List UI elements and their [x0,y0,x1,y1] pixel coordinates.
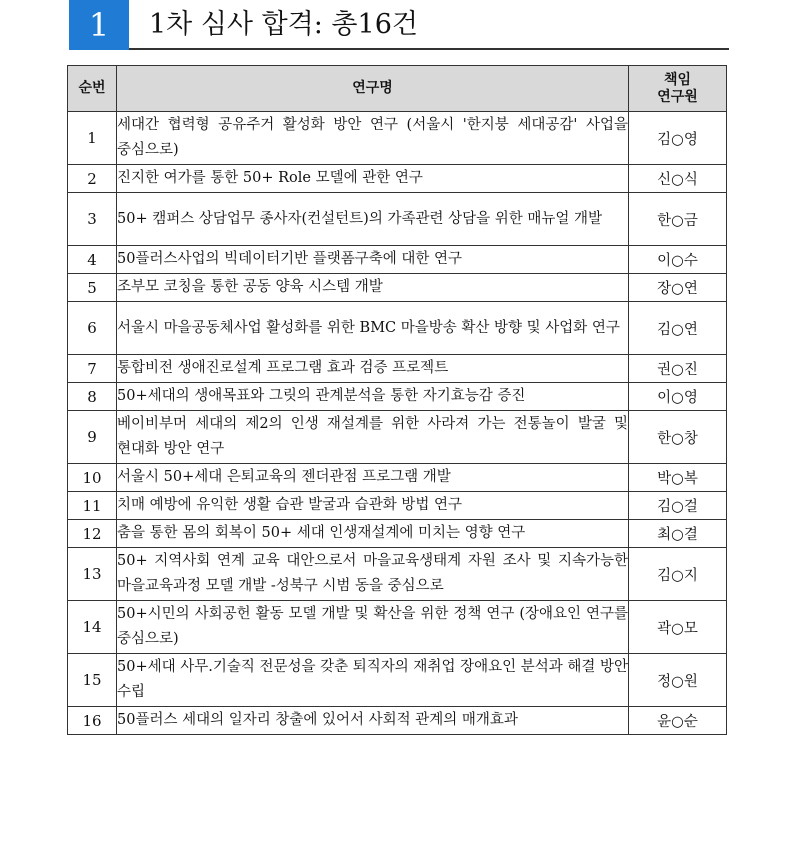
research-title: 베이비부머 세대의 제2의 인생 재설계를 위한 사라져 가는 전통놀이 발굴 및 현대화 방안 연구 [117,411,629,464]
row-number: 5 [68,274,117,302]
research-title: 서울시 마을공동체사업 활성화를 위한 BMC 마을방송 확산 방향 및 사업화 연구 [117,302,629,355]
table-row [68,492,727,520]
lead-researcher: 최○결 [629,520,727,548]
lead-researcher: 이○수 [629,246,727,274]
research-title: 통합비전 생애진로설계 프로그램 효과 검증 프로젝트 [117,355,629,383]
research-title: 50+ 캠퍼스 상담업무 종사자(컨설턴트)의 가족관련 상담을 위한 매뉴얼 개발 [117,193,629,246]
row-number: 1 [68,112,117,165]
research-title: 50+ 지역사회 연계 교육 대안으로서 마을교육생태계 자원 조사 및 지속가능한 마을교육과정 모델 개발 -성북구 시범 동을 중심으로 [117,548,629,601]
row-number: 15 [68,654,117,707]
table-row [68,383,727,411]
column-header-lead [629,66,727,112]
research-table [67,65,727,735]
row-number: 10 [68,464,117,492]
header-underline [129,48,729,50]
row-number: 6 [68,302,117,355]
row-number: 8 [68,383,117,411]
research-title: 50+세대의 생애목표와 그릿의 관계분석을 통한 자기효능감 증진 [117,383,629,411]
row-number: 11 [68,492,117,520]
lead-researcher: 한○금 [629,193,727,246]
lead-researcher: 김○걸 [629,492,727,520]
table-row [68,601,727,654]
table-row [68,520,727,548]
row-number: 4 [68,246,117,274]
row-number: 12 [68,520,117,548]
table-header-row [68,66,727,112]
lead-researcher: 곽○모 [629,601,727,654]
row-number: 14 [68,601,117,654]
table-row [68,654,727,707]
research-title: 세대간 협력형 공유주거 활성화 방안 연구 (서울시 '한지붕 세대공감' 사업을 중심으로) [117,112,629,165]
column-header-number: 순번 [68,66,117,112]
column-header-title: 연구명 [117,66,629,112]
section-header [69,0,729,50]
research-title: 50플러스사업의 빅데이터기반 플랫폼구축에 대한 연구 [117,246,629,274]
lead-researcher: 이○영 [629,383,727,411]
table-row [68,707,727,735]
row-number: 16 [68,707,117,735]
table-row [68,464,727,492]
research-title: 서울시 50+세대 은퇴교육의 젠더관점 프로그램 개발 [117,464,629,492]
table-row [68,246,727,274]
lead-researcher: 권○진 [629,355,727,383]
column-header-lead-line2: 연구원 [657,88,698,105]
lead-researcher: 장○연 [629,274,727,302]
lead-researcher: 신○식 [629,165,727,193]
section-number-badge: 1 [69,0,129,50]
lead-researcher: 한○창 [629,411,727,464]
table-row [68,112,727,165]
research-title: 50+세대 사무.기술직 전문성을 갖춘 퇴직자의 재취업 장애요인 분석과 해결 방안 수립 [117,654,629,707]
row-number: 2 [68,165,117,193]
section-title: 1차 심사 합격: 총16건 [149,9,418,40]
row-number: 13 [68,548,117,601]
table-row [68,355,727,383]
research-title: 50플러스 세대의 일자리 창출에 있어서 사회적 관계의 매개효과 [117,707,629,735]
table-row [68,411,727,464]
row-number: 9 [68,411,117,464]
research-title: 조부모 코칭을 통한 공동 양육 시스템 개발 [117,274,629,302]
lead-researcher: 정○원 [629,654,727,707]
lead-researcher: 김○연 [629,302,727,355]
table-row [68,302,727,355]
lead-researcher: 김○지 [629,548,727,601]
lead-researcher: 윤○순 [629,707,727,735]
research-title: 치매 예방에 유익한 생활 습관 발굴과 습관화 방법 연구 [117,492,629,520]
lead-researcher: 김○영 [629,112,727,165]
research-title: 50+시민의 사회공헌 활동 모델 개발 및 확산을 위한 정책 연구 (장애요인 연구를 중심으로) [117,601,629,654]
table-row [68,274,727,302]
research-title: 진지한 여가를 통한 50+ Role 모델에 관한 연구 [117,165,629,193]
table-row [68,548,727,601]
column-header-lead-line1: 책임 [663,71,692,88]
research-title: 춤을 통한 몸의 회복이 50+ 세대 인생재설계에 미치는 영향 연구 [117,520,629,548]
row-number: 7 [68,355,117,383]
table-row [68,165,727,193]
lead-researcher: 박○복 [629,464,727,492]
row-number: 3 [68,193,117,246]
table-row [68,193,727,246]
